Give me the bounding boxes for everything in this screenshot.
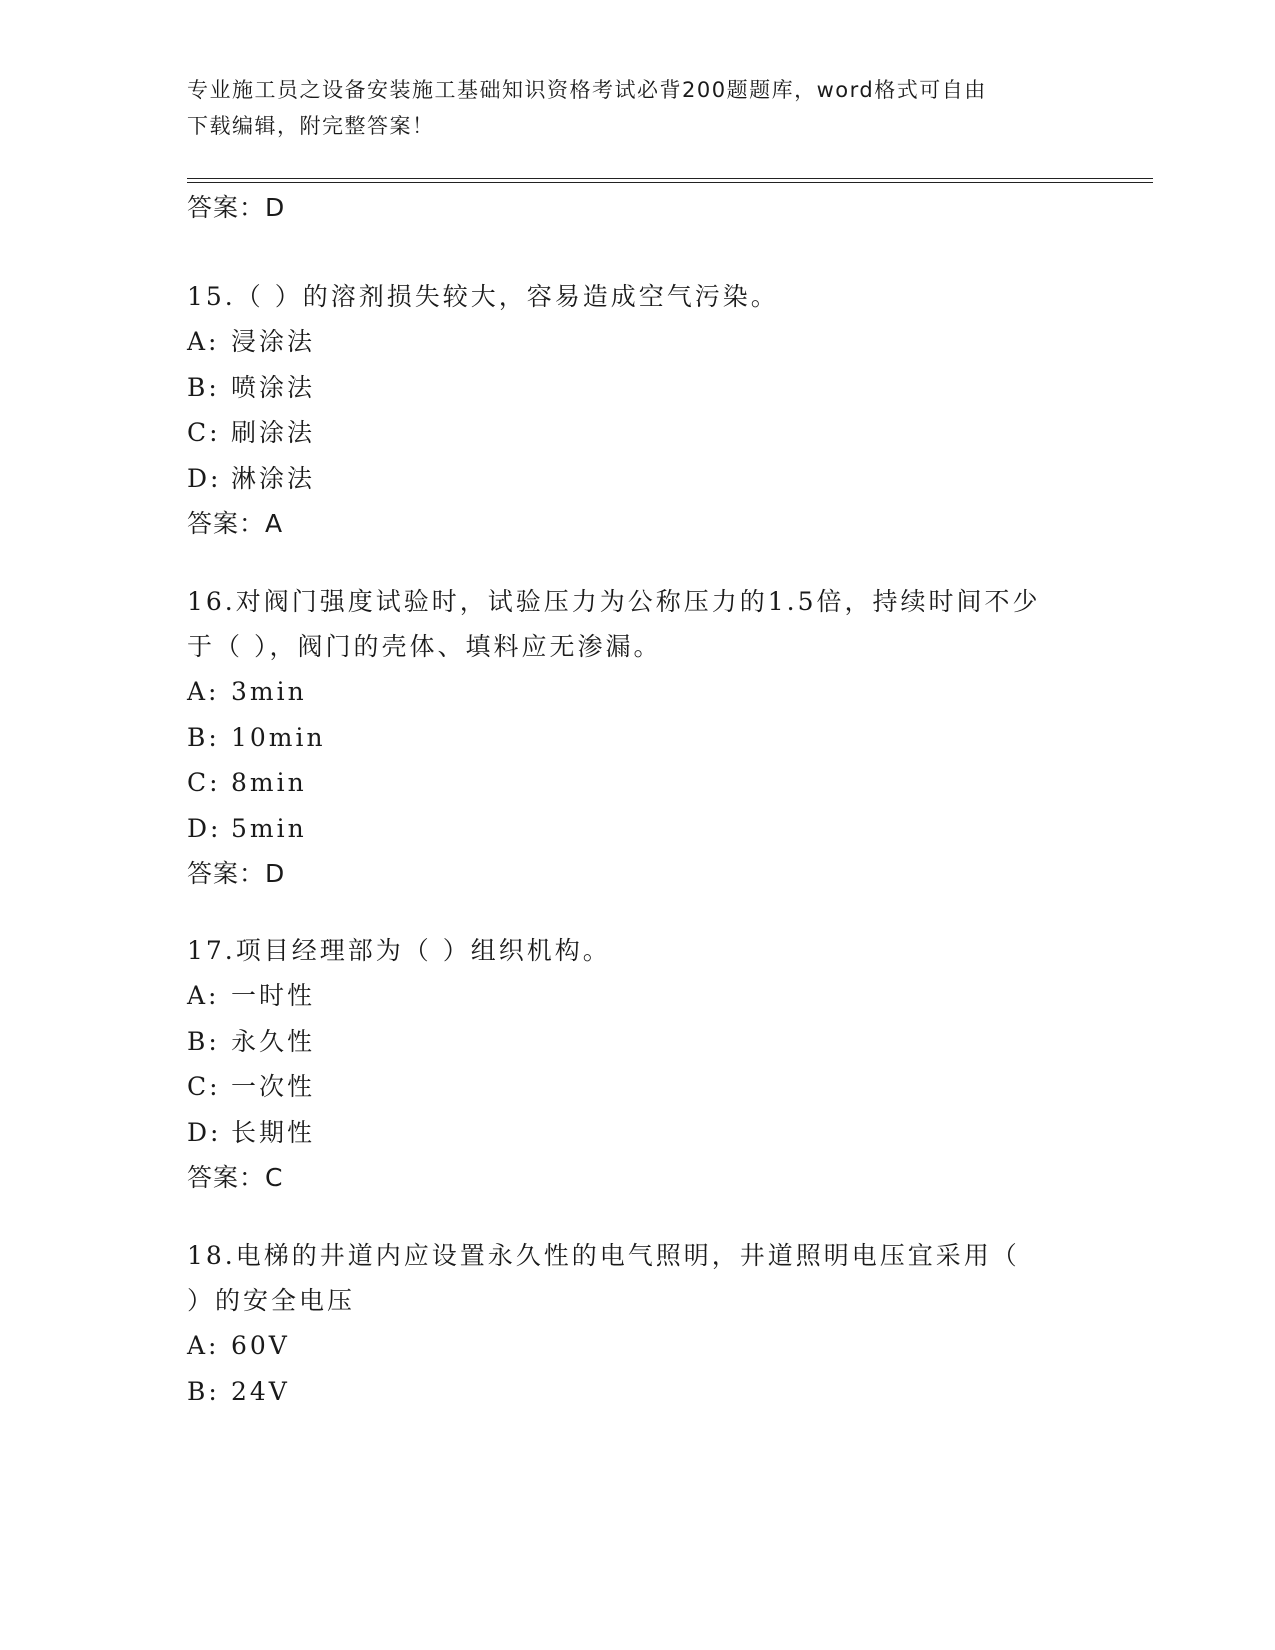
option-d: D: 5min [187, 813, 307, 843]
question-18 [187, 1233, 1087, 1414]
question-number: 17. [187, 936, 236, 965]
question-15 [187, 274, 1087, 546]
question-16 [187, 579, 1087, 896]
option-c: C: 刷涂法 [187, 418, 316, 447]
answer-label: 答案：D [187, 859, 286, 888]
option-c: C: 一次性 [187, 1072, 316, 1101]
option-a: A: 一时性 [187, 981, 316, 1010]
option-a: A: 3min [187, 677, 307, 706]
answer-label: 答案：A [187, 509, 284, 538]
option-a: A: 浸涂法 [187, 327, 316, 356]
header-divider-bottom [187, 182, 1153, 183]
option-a: A: 60V [187, 1331, 290, 1360]
question-text [187, 928, 1087, 973]
document-header [187, 72, 1087, 144]
question-17 [187, 928, 1087, 1200]
question-text [187, 579, 1087, 624]
question-number: 15. [187, 282, 236, 311]
question-body-line-1: 对阀门强度试验时，试验压力为公称压力的1.5倍，持续时间不少 [235, 587, 1041, 616]
question-number: 16. [187, 587, 236, 616]
question-number: 18. [187, 1241, 236, 1270]
option-d: D: 淋涂法 [187, 463, 316, 493]
question-text-continued: 于（ ），阀门的壳体、填料应无渗漏。 [187, 632, 662, 661]
option-c: C: 8min [187, 768, 307, 797]
question-body: 项目经理部为（ ）组织机构。 [235, 936, 611, 965]
question-body-line-1: 电梯的井道内应设置永久性的电气照明，井道照明电压宜采用（ [235, 1241, 1020, 1270]
option-d: D: 长期性 [187, 1117, 316, 1147]
question-text [187, 1233, 1087, 1278]
header-line-1: 专业施工员之设备安装施工基础知识资格考试必背200题题库，word格式可自由 [187, 78, 987, 102]
answer-label: 答案：D [187, 193, 286, 222]
option-b: B: 24V [187, 1376, 290, 1406]
header-line-2: 下载编辑，附完整答案！ [187, 114, 435, 138]
question-body: （ ）的溶剂损失较大，容易造成空气污染。 [235, 282, 779, 311]
option-b: B: 永久性 [187, 1026, 316, 1056]
option-b: B: 10min [187, 722, 326, 752]
question-text-continued: ）的安全电压 [187, 1286, 356, 1315]
question-text [187, 274, 1087, 319]
option-b: B: 喷涂法 [187, 372, 316, 402]
header-divider-top [187, 178, 1153, 179]
answer-label: 答案：C [187, 1163, 284, 1192]
